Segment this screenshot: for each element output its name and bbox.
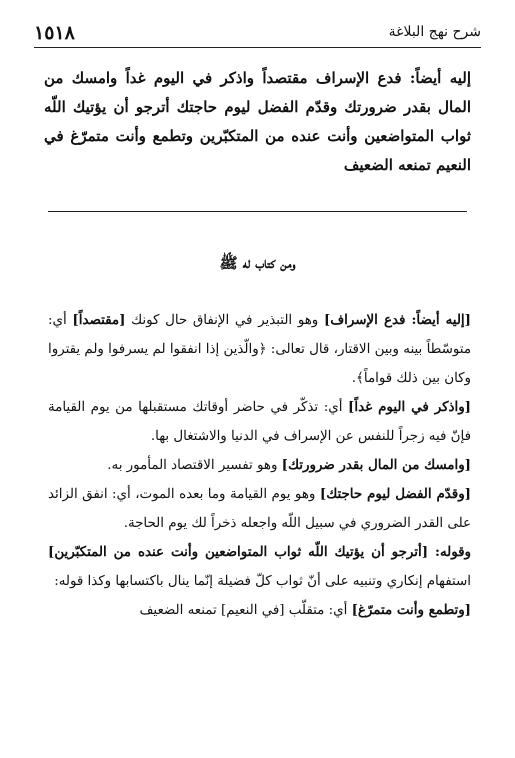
commentary-paragraph [48,596,471,625]
header-rule [34,47,481,48]
running-title: شرح نهج البلاغة [388,24,481,40]
commentary-text: وهو التبذير في الإنفاق حال كونك [125,313,324,328]
commentary [48,306,471,625]
commentary-term: [واذكر في اليوم غداً] [348,399,472,415]
commentary-text: استفهام إنكاري وتنبيه على أنّ ثواب كلّ فضيلة إنّما ينال باكتسابها وكذا قوله: [54,574,471,589]
commentary-term: [وقدّم الفضل ليوم حاجتك] [319,486,471,502]
commentary-text: أي: متقلّب [في النعيم] تمنعه الضعيف [139,603,352,618]
section-heading: ومن كتاب له ﷺ [219,254,296,272]
page-header [34,22,481,44]
commentary-term: [إليه أيضاً: فدع الإسراف] [323,312,471,328]
commentary-paragraph [48,306,471,393]
commentary-term: وقوله: [أترجو أن يؤتيك اللّه ثواب المتواضعين وأنت عنده من المتكبّرين] [48,544,471,560]
commentary-paragraph [48,538,471,596]
commentary-term: [مقتصداً] [72,312,126,328]
commentary-paragraph [48,451,471,480]
commentary-text: أي: متوسّطاً بينه وبين الاقتار، قال تعالى: ﴿والّذين إذا انفقوا لم يسرفوا ولم يقتروا وكان بين ذلك قواماً﴾. [48,313,471,386]
commentary-term: [وامسك من المال بقدر ضرورتك] [281,457,471,473]
commentary-paragraph [48,480,471,538]
page-number: ١٥١٨ [34,22,75,44]
quoted-text: إليه أيضاً: فدع الإسراف مقتصداً واذكر في اليوم غداً وامسك من المال بقدر ضرورتك وقدّم الفضل ليوم حاجتك أترجو أن يؤتيك اللّه ثواب المتواضعين وأنت عنده من المتكبّرين وتطمع وأنت متمرّغ في النعيم تمنعه الضعيف [44,69,471,174]
commentary-paragraph [48,393,471,451]
commentary-text: أي: تذكّر في حاضر أوقاتك مستقبلها من يوم القيامة فإنّ فيه زجراً للنفس عن الإسراف في الدنيا والاشتغال بها. [48,400,471,444]
commentary-text: وهو تفسير الاقتصاد المأمور به. [107,458,282,473]
commentary-text: وهو يوم القيامة وما بعده الموت، أي: انفق الزائد على القدر الضروري في سبيل اللّه واجعله ذخراً لك يوم الحاجة. [48,487,471,531]
commentary-term: [وتطمع وأنت متمرّغ] [351,602,471,618]
separator-rule [48,211,467,212]
